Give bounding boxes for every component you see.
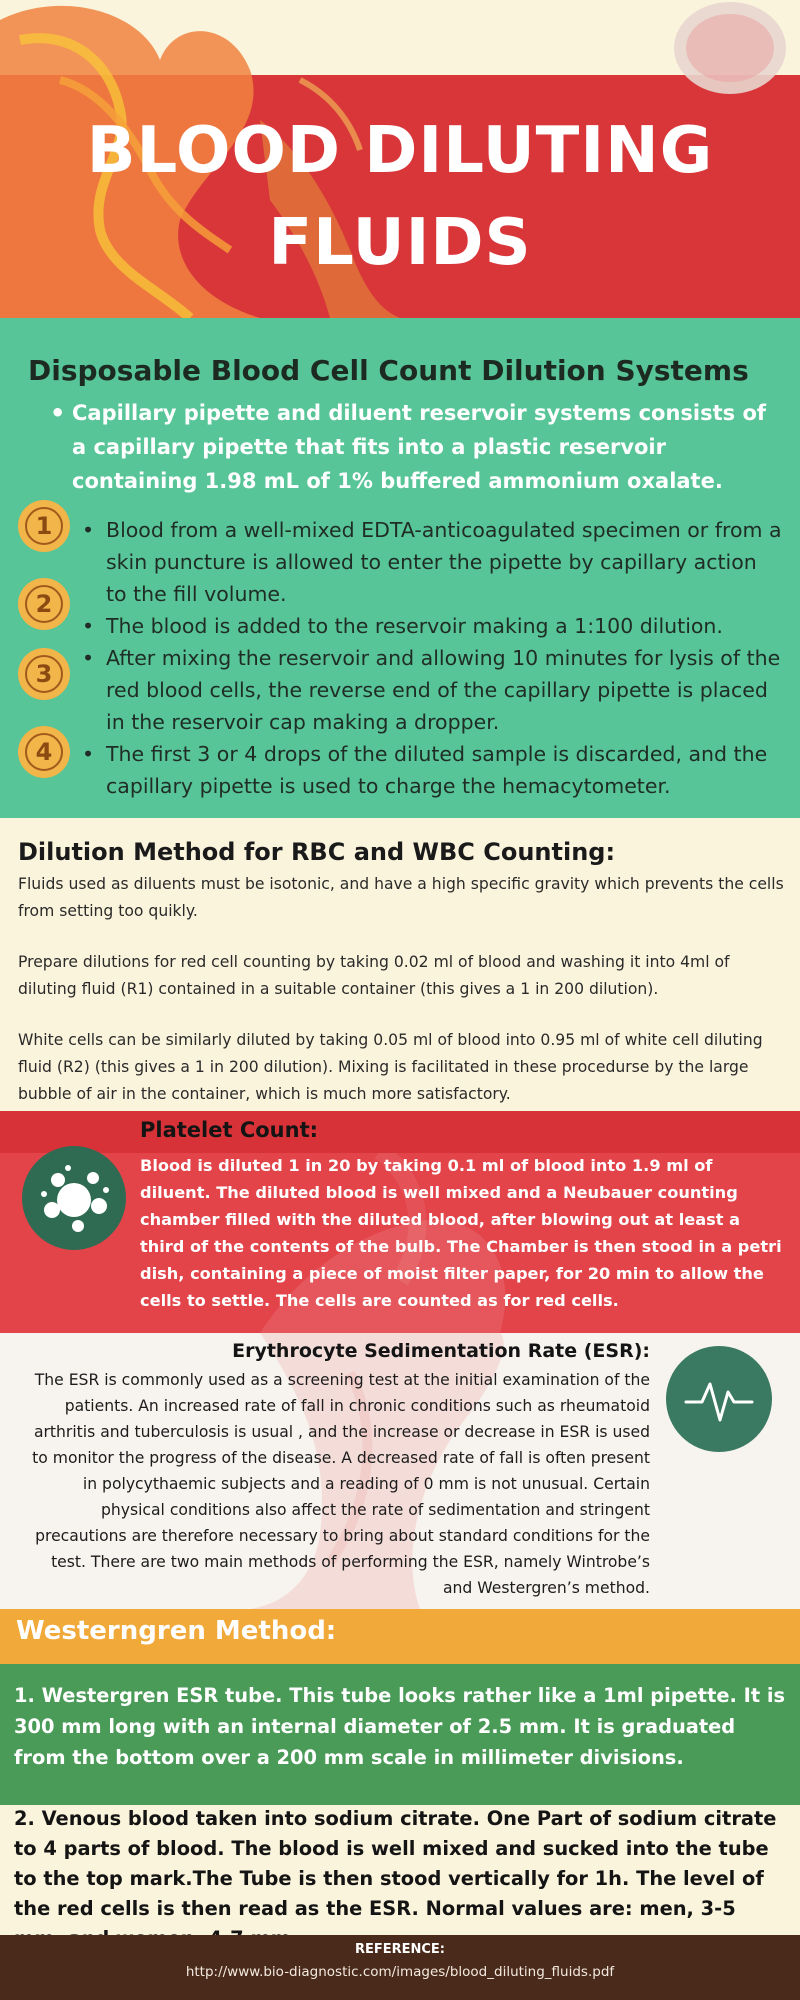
capillary-intro: Capillary pipette and diluent reservoir systems consists of a capillary pipette that fits into a plastic reservoir containing 1.98 mL of 1% buffered ammonium oxalate.: [72, 401, 767, 493]
platelet-body-text: Blood is diluted 1 in 20 by taking 0.1 ml of blood into 1.9 ml of diluent. The diluted blood is well mixed and a Neubauer counting chamber filled with the diluted blood, after blowing out at least a third of the contents of the bulb. The Chamber is then stood in a petri dish, containing a piece of moist filter paper, for 20 min to allow the cells to settle. The cells are counted as for red cells.: [140, 1156, 782, 1310]
dilution-paragraph-2: Prepare dilutions for red cell counting by taking 0.02 ml of blood and washing it into 4ml of diluting fluid (R1) contained in a suitable container (this gives a 1 in 200 dilution).: [18, 953, 730, 998]
step-badge-1: 1: [18, 500, 70, 552]
step-badge-2: 2: [18, 578, 70, 630]
westergren-item-1: 1. Westergren ESR tube. This tube looks rather like a 1ml pipette. It is 300 mm long with an internal diameter of 2.5 mm. It is graduated from the bottom over a 200 mm scale in millimeter divisions.: [14, 1684, 786, 1769]
bullet-icon: •: [50, 399, 66, 427]
platelet-title: Platelet Count:: [140, 1118, 319, 1142]
reference-url[interactable]: http://www.bio-diagnostic.com/images/blood_diluting_fluids.pdf: [185, 1964, 615, 1980]
step-item-3: • After mixing the reservoir and allowing 10 minutes for lysis of the red blood cells, the reverse end of the capillary pipette is placed in the reservoir cap making a dropper.: [82, 642, 782, 738]
esr-body-text: The ESR is commonly used as a screening test at the initial examination of the patients. An increased rate of fall in chronic conditions such as rheumatoid arthritis and tuberculosis is usual , and the increase or decrease in ESR is used to monitor the progress of the disease. A decreased rate of fall is often present in polycythaemic subjects and a reading of 0 mm is not unusual. Certain physical conditions also affect the rate of sedimentation and stringent precautions are therefore necessary to bring about standard conditions for the test. There are two main methods of performing the ESR, namely Wintrobe’s and Westergren’s method.: [32, 1371, 650, 1597]
step-item-4: • The first 3 or 4 drops of the diluted sample is discarded, and the capillary pipette is used to charge the hemacytometer.: [82, 738, 782, 802]
step-badge-4: 4: [18, 726, 70, 778]
step-badge-3: 3: [18, 648, 70, 700]
dilution-paragraph-1: Fluids used as diluents must be isotonic, and have a high specific gravity which prevents the cells from setting too quikly.: [18, 875, 784, 920]
dilution-method-title: Dilution Method for RBC and WBC Counting:: [18, 838, 616, 866]
westergren-title: Westerngren Method:: [16, 1616, 337, 1646]
disposable-section-title: Disposable Blood Cell Count Dilution Systems: [28, 354, 749, 387]
dilution-steps-list: [82, 514, 782, 802]
reference-label: REFERENCE:: [354, 1942, 446, 1957]
esr-title: Erythrocyte Sedimentation Rate (ESR):: [232, 1340, 650, 1362]
step-item-2: • The blood is added to the reservoir making a 1:100 dilution.: [82, 610, 782, 642]
dilution-paragraph-3: White cells can be similarly diluted by taking 0.05 ml of blood into 0.95 ml of white cell diluting fluid (R2) (this gives a 1 in 200 dilution). Mixing is facilitated in these procedurse by the large bubble of air in the container, which is much more satisfactory.: [18, 1031, 763, 1103]
blood-splat-icon: [22, 1146, 126, 1250]
westergren-item-2: 2. Venous blood taken into sodium citrate. One Part of sodium citrate to 4 parts of blood. The blood is well mixed and sucked into the tube to the top mark.The Tube is then stood vertically for 1h. The level of the red cells is then read as the ESR. Normal values are: men, 3-5: [14, 1807, 777, 1920]
page-title: BLOOD DILUTING FLUIDS: [86, 114, 714, 280]
step-item-1: • Blood from a well-mixed EDTA-anticoagulated specimen or from a skin puncture is allowed to enter the pipette by capillary action to the fill volume.: [82, 514, 782, 610]
heartbeat-pulse-icon: [666, 1346, 772, 1452]
